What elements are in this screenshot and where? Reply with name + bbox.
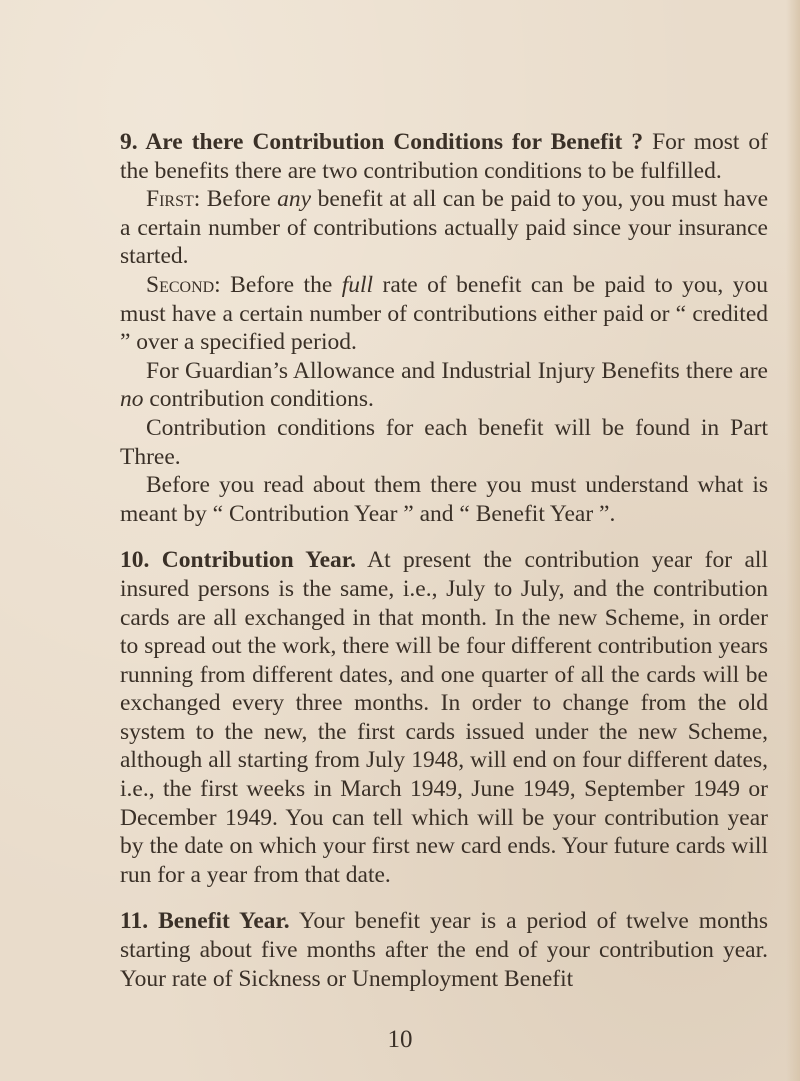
second-text-a: Before the bbox=[220, 271, 342, 298]
section-10-body: At present the contribution year for all insured persons is the same, i.e., July to July, and the contribution cards are all exchanged in that month. In the new Scheme, in order to spread out the work, there will be four different contribution years running from different dates, and one quarter of all the cards will be exchanged every three months. In order to change from the old system to the new, the first cards issued under the new Scheme, although all starting from July 1948, will end on four different dates, i.e., the first weeks in March 1949, June 1949, September 1949 or December 1949. You can tell which will be your contribution year by the date on which your first new card ends. Your future cards will run for a year from that date. bbox=[120, 547, 768, 888]
guardian-text-a: For Guardian’s Allowance and Industrial Injury Benefits there are bbox=[146, 357, 768, 384]
section-9-intro: For most of the benefits there are two contribution conditions to be fulfilled. bbox=[120, 129, 768, 184]
section-10 bbox=[120, 546, 768, 889]
second-text-b: rate of benefit can be paid to you, you must have a certain number of contributions either paid or “ credited ” over a specified period. bbox=[120, 271, 768, 356]
section-11-heading: 11. Benefit Year. bbox=[120, 908, 290, 935]
section-9-heading: 9. Are there Contribution Conditions for Benefit ? bbox=[120, 129, 644, 155]
section-11-body: Your benefit year is a period of twelve months starting about five months after the end of your contribution year. Your rate of Sickness or Unemployment Benefit bbox=[120, 908, 768, 992]
second-emphasis: full bbox=[341, 271, 374, 298]
section-9 bbox=[120, 128, 768, 185]
guardian-text-b: contribution conditions. bbox=[143, 386, 374, 413]
first-text-b: benefit at all can be paid to you, you must have a certain number of contributions actually paid since your insurance started. bbox=[120, 186, 768, 270]
section-9-second-condition bbox=[120, 271, 768, 357]
guardian-emphasis: no bbox=[120, 386, 144, 413]
document-page bbox=[120, 128, 768, 993]
section-9-first-condition bbox=[120, 185, 768, 271]
first-text-a: Before bbox=[200, 186, 278, 213]
first-label: First: bbox=[146, 186, 201, 213]
section-9-part-three: Contribution conditions for each benefit will be found in Part Three. bbox=[120, 414, 768, 470]
page-number: 10 bbox=[387, 1026, 413, 1053]
second-label: Second: bbox=[146, 271, 221, 298]
section-10-heading: 10. Contribution Year. bbox=[120, 547, 356, 574]
first-emphasis: any bbox=[277, 186, 312, 213]
section-9-guardian-note bbox=[120, 357, 768, 414]
section-9-before-note: Before you read about them there you must understand what is meant by “ Contribution Year ” and “ Benefit Year ”. bbox=[120, 472, 768, 527]
page-edge-shadow bbox=[786, 0, 800, 1081]
section-11 bbox=[120, 907, 768, 993]
